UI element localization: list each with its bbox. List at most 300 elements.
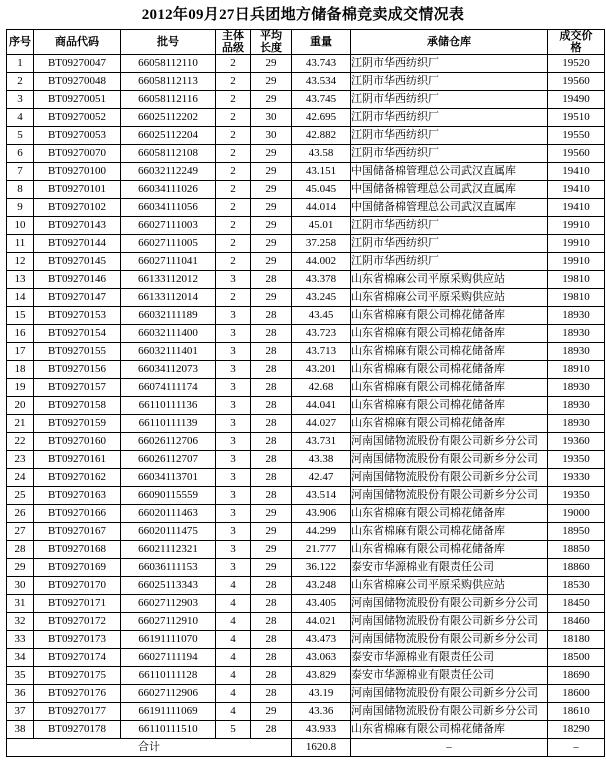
cell-batch: 66191111070 [121,631,216,649]
table-row [7,487,605,505]
cell-weight: 43.063 [292,649,351,667]
cell-grade: 3 [216,415,251,433]
cell-seq: 1 [7,55,34,73]
cell-code: BT09270102 [34,199,121,217]
cell-batch: 66027112903 [121,595,216,613]
column-header-seq: 序号 [7,30,34,55]
cell-warehouse: 江阴市华西纺织厂 [351,253,548,271]
cell-batch: 66026112706 [121,433,216,451]
cell-warehouse: 山东省棉麻有限公司棉花储备库 [351,721,548,739]
cell-batch: 66034113701 [121,469,216,487]
cell-price: 18860 [548,559,605,577]
cell-weight: 43.745 [292,91,351,109]
total-row [7,739,605,757]
cell-warehouse: 河南国储物流股份有限公司新乡分公司 [351,487,548,505]
table-row [7,451,605,469]
cell-grade: 3 [216,307,251,325]
cell-grade: 2 [216,235,251,253]
cell-code: BT09270177 [34,703,121,721]
cell-code: BT09270053 [34,127,121,145]
cell-warehouse: 山东省棉麻有限公司棉花储备库 [351,361,548,379]
column-header-grade-line2: 品级 [222,42,244,54]
cell-grade: 3 [216,271,251,289]
cell-weight: 43.723 [292,325,351,343]
cell-length: 28 [251,271,292,289]
cell-code: BT09270161 [34,451,121,469]
cell-code: BT09270176 [34,685,121,703]
cell-price: 18950 [548,523,605,541]
cell-seq: 8 [7,181,34,199]
table-row [7,379,605,397]
column-header-price [548,30,605,55]
cell-weight: 44.041 [292,397,351,415]
cell-weight: 43.906 [292,505,351,523]
cell-batch: 66027111003 [121,217,216,235]
table-row [7,667,605,685]
cell-warehouse: 江阴市华西纺织厂 [351,73,548,91]
cell-code: BT09270175 [34,667,121,685]
cell-weight: 21.777 [292,541,351,559]
table-row [7,469,605,487]
cell-price: 19810 [548,289,605,307]
cell-code: BT09270173 [34,631,121,649]
cell-batch: 66074111174 [121,379,216,397]
cell-length: 28 [251,343,292,361]
cell-price: 19910 [548,217,605,235]
cell-seq: 16 [7,325,34,343]
cell-length: 28 [251,433,292,451]
cell-grade: 3 [216,487,251,505]
cell-seq: 29 [7,559,34,577]
cell-price: 19810 [548,271,605,289]
cell-length: 29 [251,181,292,199]
cell-length: 29 [251,217,292,235]
cell-code: BT09270070 [34,145,121,163]
cell-warehouse: 山东省棉麻有限公司棉花储备库 [351,307,548,325]
cell-warehouse: 山东省棉麻公司平原采购供应站 [351,289,548,307]
cell-grade: 3 [216,379,251,397]
cell-seq: 34 [7,649,34,667]
cell-price: 18180 [548,631,605,649]
cell-warehouse: 山东省棉麻公司平原采购供应站 [351,271,548,289]
cell-grade: 3 [216,559,251,577]
cell-length: 28 [251,469,292,487]
cell-batch: 66110111139 [121,415,216,433]
cell-batch: 66058112108 [121,145,216,163]
table-row [7,271,605,289]
cell-batch: 66034111056 [121,199,216,217]
cell-seq: 17 [7,343,34,361]
cell-seq: 20 [7,397,34,415]
cell-code: BT09270157 [34,379,121,397]
cell-length: 28 [251,613,292,631]
cell-length: 28 [251,397,292,415]
total-price-dash: – [548,739,605,757]
cell-seq: 21 [7,415,34,433]
table-row [7,253,605,271]
cell-price: 18930 [548,343,605,361]
cell-grade: 4 [216,703,251,721]
table-row [7,73,605,91]
cell-weight: 43.58 [292,145,351,163]
cell-batch: 66027111005 [121,235,216,253]
cell-seq: 26 [7,505,34,523]
column-header-grade-line1: 主体 [222,30,244,42]
cell-weight: 43.829 [292,667,351,685]
cell-warehouse: 江阴市华西纺织厂 [351,91,548,109]
cell-code: BT09270047 [34,55,121,73]
cell-grade: 3 [216,541,251,559]
cell-code: BT09270052 [34,109,121,127]
cell-length: 29 [251,55,292,73]
cell-batch: 66026112707 [121,451,216,469]
cell-batch: 66021112321 [121,541,216,559]
cell-code: BT09270169 [34,559,121,577]
cell-warehouse: 山东省棉麻有限公司棉花储备库 [351,415,548,433]
cell-batch: 66032111189 [121,307,216,325]
total-label: 合计 [7,739,292,757]
cell-weight: 43.45 [292,307,351,325]
cell-batch: 66027111041 [121,253,216,271]
cell-warehouse: 江阴市华西纺织厂 [351,127,548,145]
cell-warehouse: 泰安市华源棉业有限责任公司 [351,649,548,667]
cell-grade: 2 [216,199,251,217]
cell-warehouse: 山东省棉麻有限公司棉花储备库 [351,325,548,343]
cell-warehouse: 江阴市华西纺织厂 [351,145,548,163]
cell-batch: 66110111510 [121,721,216,739]
table-row [7,145,605,163]
cell-code: BT09270155 [34,343,121,361]
table-body [7,55,605,739]
cell-length: 28 [251,307,292,325]
cell-weight: 44.299 [292,523,351,541]
cell-code: BT09270158 [34,397,121,415]
cell-length: 29 [251,91,292,109]
cell-seq: 13 [7,271,34,289]
cell-weight: 43.151 [292,163,351,181]
cell-grade: 3 [216,343,251,361]
cell-code: BT09270163 [34,487,121,505]
cell-grade: 4 [216,631,251,649]
cell-price: 19560 [548,73,605,91]
cell-price: 19350 [548,487,605,505]
cell-price: 19410 [548,181,605,199]
cell-length: 29 [251,289,292,307]
cell-seq: 32 [7,613,34,631]
cell-grade: 2 [216,145,251,163]
cell-grade: 2 [216,163,251,181]
cell-seq: 27 [7,523,34,541]
table-row [7,343,605,361]
cell-price: 18290 [548,721,605,739]
cell-code: BT09270159 [34,415,121,433]
cotton-auction-table [6,29,605,757]
cell-code: BT09270160 [34,433,121,451]
cell-grade: 4 [216,667,251,685]
cell-weight: 42.882 [292,127,351,145]
cell-warehouse: 山东省棉麻有限公司棉花储备库 [351,343,548,361]
cell-warehouse: 江阴市华西纺织厂 [351,217,548,235]
cell-price: 19330 [548,469,605,487]
cell-price: 18690 [548,667,605,685]
cell-seq: 28 [7,541,34,559]
cell-weight: 42.695 [292,109,351,127]
cell-price: 19560 [548,145,605,163]
cell-warehouse: 山东省棉麻有限公司棉花储备库 [351,379,548,397]
cell-warehouse: 中国储备棉管理总公司武汉直属库 [351,199,548,217]
cell-length: 30 [251,127,292,145]
table-row [7,307,605,325]
cell-code: BT09270178 [34,721,121,739]
cell-seq: 23 [7,451,34,469]
column-header-price-line1: 成交价 [559,30,593,42]
table-row [7,325,605,343]
cell-price: 19360 [548,433,605,451]
table-footer [7,739,605,757]
cell-seq: 18 [7,361,34,379]
cell-grade: 4 [216,595,251,613]
cell-weight: 44.027 [292,415,351,433]
cell-seq: 37 [7,703,34,721]
cell-batch: 66133112014 [121,289,216,307]
cell-warehouse: 河南国储物流股份有限公司新乡分公司 [351,631,548,649]
cell-price: 19520 [548,55,605,73]
cell-seq: 5 [7,127,34,145]
table-header-row [7,30,605,55]
cell-batch: 66191111069 [121,703,216,721]
cell-seq: 15 [7,307,34,325]
cell-price: 19350 [548,451,605,469]
cell-price: 18930 [548,379,605,397]
cell-length: 29 [251,541,292,559]
cell-code: BT09270171 [34,595,121,613]
cell-code: BT09270101 [34,181,121,199]
cell-weight: 42.47 [292,469,351,487]
cell-code: BT09270143 [34,217,121,235]
table-row [7,505,605,523]
cell-length: 28 [251,325,292,343]
cell-seq: 7 [7,163,34,181]
cell-warehouse: 江阴市华西纺织厂 [351,235,548,253]
table-row [7,523,605,541]
cell-length: 29 [251,73,292,91]
cell-batch: 66027112906 [121,685,216,703]
column-header-warehouse: 承储仓库 [351,30,548,55]
cell-price: 18910 [548,361,605,379]
cell-grade: 3 [216,325,251,343]
cell-seq: 35 [7,667,34,685]
cell-weight: 43.405 [292,595,351,613]
column-header-length-line2: 长度 [260,42,282,54]
cell-grade: 4 [216,577,251,595]
cell-code: BT09270154 [34,325,121,343]
table-row [7,361,605,379]
cell-length: 28 [251,415,292,433]
cell-price: 19490 [548,91,605,109]
cell-weight: 43.713 [292,343,351,361]
cell-length: 29 [251,505,292,523]
cell-batch: 66058112110 [121,55,216,73]
cell-price: 18930 [548,307,605,325]
cell-weight: 44.002 [292,253,351,271]
cell-code: BT09270048 [34,73,121,91]
table-header [7,30,605,55]
cell-batch: 66025112204 [121,127,216,145]
cell-warehouse: 山东省棉麻有限公司棉花储备库 [351,505,548,523]
cell-length: 28 [251,451,292,469]
cell-price: 19410 [548,163,605,181]
cell-seq: 22 [7,433,34,451]
cell-batch: 66032112249 [121,163,216,181]
cell-weight: 45.045 [292,181,351,199]
cell-weight: 36.122 [292,559,351,577]
cell-code: BT09270170 [34,577,121,595]
column-header-price-line2: 格 [570,42,582,54]
cell-price: 18530 [548,577,605,595]
cell-weight: 43.245 [292,289,351,307]
table-row [7,631,605,649]
cell-grade: 2 [216,55,251,73]
cell-seq: 14 [7,289,34,307]
cell-grade: 3 [216,433,251,451]
cell-length: 29 [251,523,292,541]
cell-weight: 44.021 [292,613,351,631]
cell-code: BT09270156 [34,361,121,379]
cell-grade: 2 [216,73,251,91]
column-header-batch: 批号 [121,30,216,55]
table-row [7,433,605,451]
column-header-length-line1: 平均 [260,30,282,42]
table-row [7,217,605,235]
cell-grade: 3 [216,469,251,487]
cell-warehouse: 泰安市华源棉业有限责任公司 [351,559,548,577]
cell-warehouse: 山东省棉麻有限公司棉花储备库 [351,397,548,415]
cell-length: 28 [251,721,292,739]
cell-batch: 66110111136 [121,397,216,415]
cell-weight: 43.534 [292,73,351,91]
cell-seq: 12 [7,253,34,271]
cell-length: 28 [251,667,292,685]
cell-batch: 66034112073 [121,361,216,379]
table-row [7,577,605,595]
cell-length: 28 [251,595,292,613]
cell-length: 28 [251,649,292,667]
cell-weight: 43.473 [292,631,351,649]
cell-batch: 66027112910 [121,613,216,631]
table-row [7,685,605,703]
cell-length: 29 [251,145,292,163]
cell-weight: 43.36 [292,703,351,721]
table-row [7,55,605,73]
cell-batch: 66090115559 [121,487,216,505]
cell-weight: 43.19 [292,685,351,703]
cell-seq: 38 [7,721,34,739]
cell-price: 18500 [548,649,605,667]
cell-warehouse: 中国储备棉管理总公司武汉直属库 [351,163,548,181]
cell-batch: 66025113343 [121,577,216,595]
cell-length: 29 [251,235,292,253]
total-weight: 1620.8 [292,739,351,757]
cell-price: 19510 [548,109,605,127]
table-row [7,127,605,145]
cell-code: BT09270166 [34,505,121,523]
cell-warehouse: 河南国储物流股份有限公司新乡分公司 [351,595,548,613]
table-row [7,181,605,199]
cell-seq: 24 [7,469,34,487]
cell-code: BT09270100 [34,163,121,181]
cell-batch: 66032111401 [121,343,216,361]
cell-grade: 4 [216,613,251,631]
cell-weight: 43.731 [292,433,351,451]
cell-seq: 19 [7,379,34,397]
cell-warehouse: 山东省棉麻公司平原采购供应站 [351,577,548,595]
cell-grade: 3 [216,505,251,523]
cell-length: 28 [251,487,292,505]
table-row [7,109,605,127]
cell-weight: 44.014 [292,199,351,217]
cell-code: BT09270144 [34,235,121,253]
cell-price: 18930 [548,397,605,415]
cell-grade: 2 [216,91,251,109]
table-row [7,541,605,559]
cell-weight: 37.258 [292,235,351,253]
table-row [7,289,605,307]
cell-weight: 43.378 [292,271,351,289]
cell-price: 18600 [548,685,605,703]
cell-warehouse: 河南国储物流股份有限公司新乡分公司 [351,703,548,721]
cell-seq: 36 [7,685,34,703]
table-row [7,163,605,181]
cell-grade: 2 [216,253,251,271]
cell-price: 19000 [548,505,605,523]
page-title: 2012年09月27日兵团地方储备棉竞卖成交情况表 [141,7,465,23]
cell-grade: 4 [216,649,251,667]
cell-price: 19910 [548,253,605,271]
cell-grade: 2 [216,181,251,199]
cell-price: 19550 [548,127,605,145]
cell-grade: 3 [216,397,251,415]
table-row [7,721,605,739]
cell-batch: 66133112012 [121,271,216,289]
column-header-weight: 重量 [292,30,351,55]
cell-code: BT09270147 [34,289,121,307]
cell-seq: 25 [7,487,34,505]
cell-warehouse: 河南国储物流股份有限公司新乡分公司 [351,469,548,487]
cell-batch: 66058112116 [121,91,216,109]
cell-warehouse: 山东省棉麻有限公司棉花储备库 [351,541,548,559]
cell-code: BT09270146 [34,271,121,289]
cell-batch: 66020111463 [121,505,216,523]
cell-length: 29 [251,199,292,217]
cell-batch: 66032111400 [121,325,216,343]
cell-warehouse: 泰安市华源棉业有限责任公司 [351,667,548,685]
cell-price: 18930 [548,415,605,433]
table-row [7,559,605,577]
cell-warehouse: 河南国储物流股份有限公司新乡分公司 [351,613,548,631]
cell-warehouse: 中国储备棉管理总公司武汉直属库 [351,181,548,199]
cell-code: BT09270162 [34,469,121,487]
cell-grade: 2 [216,217,251,235]
cell-seq: 4 [7,109,34,127]
cell-weight: 43.933 [292,721,351,739]
cell-grade: 2 [216,109,251,127]
table-row [7,595,605,613]
cell-length: 29 [251,559,292,577]
cell-code: BT09270174 [34,649,121,667]
cell-price: 18850 [548,541,605,559]
table-row [7,703,605,721]
table-row [7,397,605,415]
